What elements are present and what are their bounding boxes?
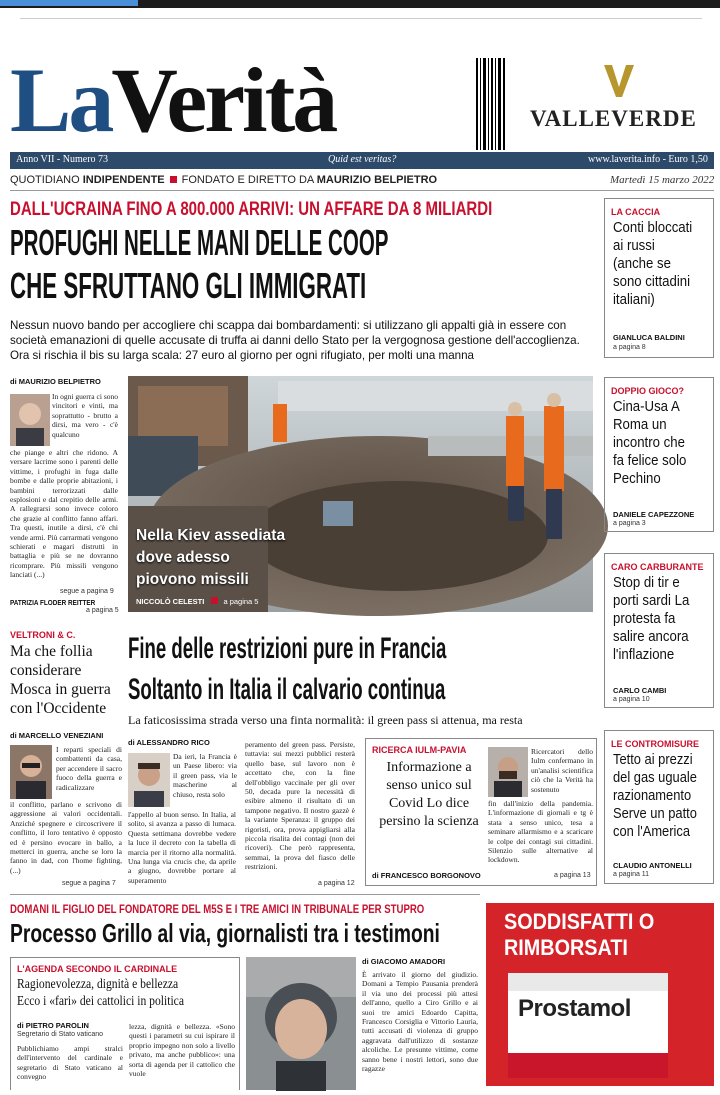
editorial-second-author: PATRIZIA FLODER REITTER bbox=[10, 598, 96, 607]
iulm-headline: Informazione a senso unico sul Covid Lo dice persino la scienza bbox=[379, 760, 479, 829]
restrictions-headline-2: Soltanto in Italia il calvario continua bbox=[128, 673, 446, 706]
iulm-author: di FRANCESCO BORGONOVO bbox=[372, 871, 481, 880]
main-kicker: DALL'UCRAINA FINO A 800.000 ARRIVI: UN AFFARE DA 8 MILIARDI bbox=[10, 199, 493, 220]
cardinal-body-1: Pubblichiamo ampi stralci dell'intervento del cardinale e segretario di Stato vaticano al convegno bbox=[17, 1044, 123, 1082]
barcode-icon bbox=[476, 58, 506, 150]
ad-line-2: RIMBORSATI bbox=[504, 935, 628, 960]
sidebar-label-1: LA CACCIA bbox=[611, 207, 661, 217]
sidebar-box-4 bbox=[604, 730, 714, 884]
rico-photo bbox=[128, 753, 170, 807]
sidebar-box-3 bbox=[604, 553, 714, 708]
sidebar-text-1: Conti bloccati ai russi (anche se sono cittadini italiani) bbox=[613, 219, 693, 308]
grillo-body: È arrivato il giorno del giudizio. Domani a Tempio Pausania prenderà il via uno dei processi più attesi dell'anno, quello a Ciro Grillo e ai suoi tre amici Edoardo Capitta, Francesco Corsiglia e Vittorio Lauria, tutti accusati di violenza di gruppo aggravata dall'utilizzo di sostanze alcoliche. Le presunte vittime, come sanno bene i nostri lettori, sono due ragazze bbox=[362, 970, 478, 1074]
cardinal-headline-1: Ragionevolezza, dignità e bellezza bbox=[17, 976, 179, 991]
sponsor-logo: VALLEVERDE bbox=[530, 106, 697, 131]
grillo-author: di GIACOMO AMADORI bbox=[362, 957, 446, 966]
sidebar-text-3: Stop di tir e porti sardi La protesta fa salire ancora l'inflazione bbox=[613, 574, 690, 663]
iulm-box bbox=[365, 738, 597, 886]
sidebar-page-3: a pagina 10 bbox=[613, 696, 650, 703]
veltroni-label: VELTRONI & C. bbox=[10, 630, 76, 640]
ad-line-1: SODDISFATTI O bbox=[504, 909, 655, 934]
photo-credit: NICCOLÒ CELESTI a pagina 5 bbox=[136, 597, 259, 606]
sidebar-page-4: a pagina 11 bbox=[613, 871, 650, 878]
restrictions-body-2: peramento del green pass. Persiste, tuttavia: sui mezzi pubblici resterà quello base, sul lavoro non è accettato che, con la fine dell'obbligo vaccinale per gli over 50, decada pure la necessità di esibire almeno il risultato di un tampone negativo. Il nostro gazzè è la variante Speranza: il gruppo dei rigoristi, ora, prova appigliarsi alla piccola risalita dei contagi (non dei ricoveri). Che però rappresenta, semmai, la prova del fiasco delle restrizioni. bbox=[245, 740, 355, 872]
valleverde-mark-icon bbox=[602, 63, 636, 99]
iulm-photo bbox=[488, 747, 528, 797]
sidebar-author-4: CLAUDIO ANTONELLI bbox=[613, 861, 692, 870]
veltroni-headline: Ma che follia considerare Mosca in guerra con l'Occidente bbox=[10, 643, 111, 717]
ad-brand: Prostamol bbox=[518, 995, 631, 1022]
iulm-body: Ricercatori dello Iulm confermano in un'analisi scientifica ciò che la Verità ha sostenuto bbox=[531, 747, 593, 794]
iulm-label: RICERCA IULM-PAVIA bbox=[372, 745, 467, 755]
cardinal-label: L'AGENDA SECONDO IL CARDINALE bbox=[17, 964, 178, 974]
cardinal-box bbox=[10, 957, 240, 1090]
restrictions-body-1-continued: l'appello al buon senso. In Italia, al solito, si avanza a passo di lumaca. Questa settimana dovrebbe vedere la luce il decreto con la tabella di marcia per il ritorno alla normalità. Una lunga via crucis che, da aprile a giugno, dovrebbe portare al superamento bbox=[128, 810, 236, 885]
masthead-band bbox=[10, 152, 714, 169]
photo-caption-2: dove adesso bbox=[136, 549, 230, 566]
veneziani-photo bbox=[10, 745, 52, 799]
restrictions-deck: La faticosissima strada verso una finta normalità: il green pass si attenua, ma resta bbox=[128, 713, 523, 727]
veltroni-body-continued: il conflitto, parlano e scrivono di aggressione ai valori occidentali. Anziché spegnere e circoscrivere il conflitto, il loro tentativo è opposto ed è persino evocare in ballo, a metterci in guerra, anche se loro la fanno in dad, con l'home fighting, (...) bbox=[10, 800, 122, 875]
editorial-body-continued: che piange e altri che ridono. A versare lacrime sono i parenti delle vittime, i profughi in fuga dalle bombe e dalle proprie abitazioni, i bambini terrorizzati dalle esplosioni e dal crepitio delle armi. A rallegrarsi sono invece coloro che grazie al conflitto fanno affari. Tra questi, inutile a dirsi, c'è chi vende armi. Più carrarmati vengono schierati e magari distrutti in battaglia e più se ne dovranno ricomprare. Più missili vengono lanciati (...) bbox=[10, 448, 118, 580]
issue-date: Martedì 15 marzo 2022 bbox=[610, 174, 715, 186]
veltroni-body: I reparti speciali di combattenti da casa, per accendere il sacro fuoco della guerra e radicalizzare bbox=[56, 745, 122, 792]
page-edge bbox=[20, 18, 702, 19]
editorial-body: In ogni guerra ci sono vincitori e vinti, ma soprattutto - brutto a dirsi, ma vero - c'è qualcuno bbox=[52, 392, 118, 439]
sidebar-text-2: Cina-Usa A Roma un incontro che fa felice solo Pechino bbox=[613, 398, 687, 487]
divider bbox=[10, 190, 714, 191]
motto: Quid est veritas? bbox=[328, 154, 397, 165]
grillo-photo bbox=[246, 957, 356, 1090]
photo-caption-3: piovono missili bbox=[136, 571, 249, 588]
browser-top-bar bbox=[0, 0, 720, 8]
sidebar-box-2 bbox=[604, 377, 714, 532]
editorial-author: di MAURIZIO BELPIETRO bbox=[10, 377, 101, 386]
sidebar-author-3: CARLO CAMBI bbox=[613, 686, 667, 695]
restrictions-author: di ALESSANDRO RICO bbox=[128, 738, 210, 747]
sidebar-label-2: DOPPIO GIOCO? bbox=[611, 386, 685, 396]
editorial-second-page: a pagina 5 bbox=[86, 607, 119, 614]
restrictions-headline-1: Fine delle restrizioni pure in Francia bbox=[128, 632, 447, 665]
iulm-body-continued: fin dall'inizio della pandemia. L'informazione di giornali e tg è stata a senso unico, tesa a seminare allarmismo e a scaricare le colpe dei contagi sui cittadini. Silenzio sulle alternative al lockdown. bbox=[488, 799, 593, 865]
veltroni-continue: segue a pagina 7 bbox=[62, 880, 116, 887]
main-headline-1: PROFUGHI NELLE MANI DELLE COOP bbox=[10, 222, 389, 263]
sidebar-author-2: DANIELE CAPEZZONE bbox=[613, 510, 695, 519]
grillo-kicker: DOMANI IL FIGLIO DEL FONDATORE DEL M5S E I TRE AMICI IN TRIBUNALE PER STUPRO bbox=[10, 902, 425, 916]
grillo-headline: Processo Grillo al via, giornalisti tra i testimoni bbox=[10, 918, 440, 948]
restrictions-continue: a pagina 12 bbox=[318, 880, 355, 887]
cardinal-role: Segretario di Stato vaticano bbox=[17, 1031, 103, 1038]
sidebar-page-2: a pagina 3 bbox=[613, 520, 646, 527]
sidebar-label-4: LE CONTROMISURE bbox=[611, 739, 700, 749]
main-headline-2: CHE SFRUTTANO GLI IMMIGRATI bbox=[10, 265, 367, 306]
website-price: www.laverita.info - Euro 1,50 bbox=[588, 154, 708, 165]
main-lead: Nessun nuovo bando per accogliere chi scappa dai bombardamenti: si utilizzano gli appalti già in essere con società emanazioni di quelle accusate di truffa ai danni dello Stato per la vergognosa gestione dell'accoglienza. Ora si rischia il bis su larga scala: 27 euro al giorno per ogni rifugiato, per molti una manna bbox=[10, 319, 580, 362]
editorial-continue: segue a pagina 9 bbox=[60, 588, 114, 595]
sidebar-text-4: Tetto ai prezzi del gas uguale razionamento Serve un patto con l'America bbox=[613, 751, 697, 840]
issue-number: Anno VII - Numero 73 bbox=[16, 154, 109, 165]
cardinal-headline-2: Ecco i «fari» dei cattolici in politica bbox=[17, 993, 185, 1008]
veltroni-author: di MARCELLO VENEZIANI bbox=[10, 731, 104, 740]
ad-product-box bbox=[508, 973, 668, 1078]
photo-caption-1: Nella Kiev assediata bbox=[136, 527, 286, 544]
cardinal-body-2: lezza, dignità e bellezza. «Sono questi i parametri su cui ispirare il proprio impegno non solo a livello privato, ma anche pubblico»: una sorta di agenda per il cattolico che vuole bbox=[129, 1022, 235, 1079]
masthead-tagline: QUOTIDIANO INDIPENDENTE FONDATO E DIRETTO DA MAURIZIO BELPIETRO bbox=[10, 174, 438, 186]
restrictions-body-1: Da ieri, la Francia è un Paese libero: via il green pass, via le mascherine al chiuso, resta solo bbox=[173, 752, 237, 799]
cardinal-author: di PIETRO PAROLIN bbox=[17, 1021, 89, 1030]
prostamol-ad bbox=[486, 903, 714, 1086]
sidebar-author-1: GIANLUCA BALDINI bbox=[613, 333, 685, 342]
newspaper-logo: LaVerità bbox=[10, 49, 336, 151]
sidebar-box-1 bbox=[604, 198, 714, 358]
sidebar-label-3: CARO CARBURANTE bbox=[611, 562, 704, 572]
iulm-continue: a pagina 13 bbox=[554, 872, 591, 879]
divider bbox=[10, 894, 480, 895]
loading-progress-bar bbox=[0, 0, 138, 6]
sidebar-page-1: a pagina 8 bbox=[613, 344, 646, 351]
editorial-author-photo bbox=[10, 394, 50, 446]
